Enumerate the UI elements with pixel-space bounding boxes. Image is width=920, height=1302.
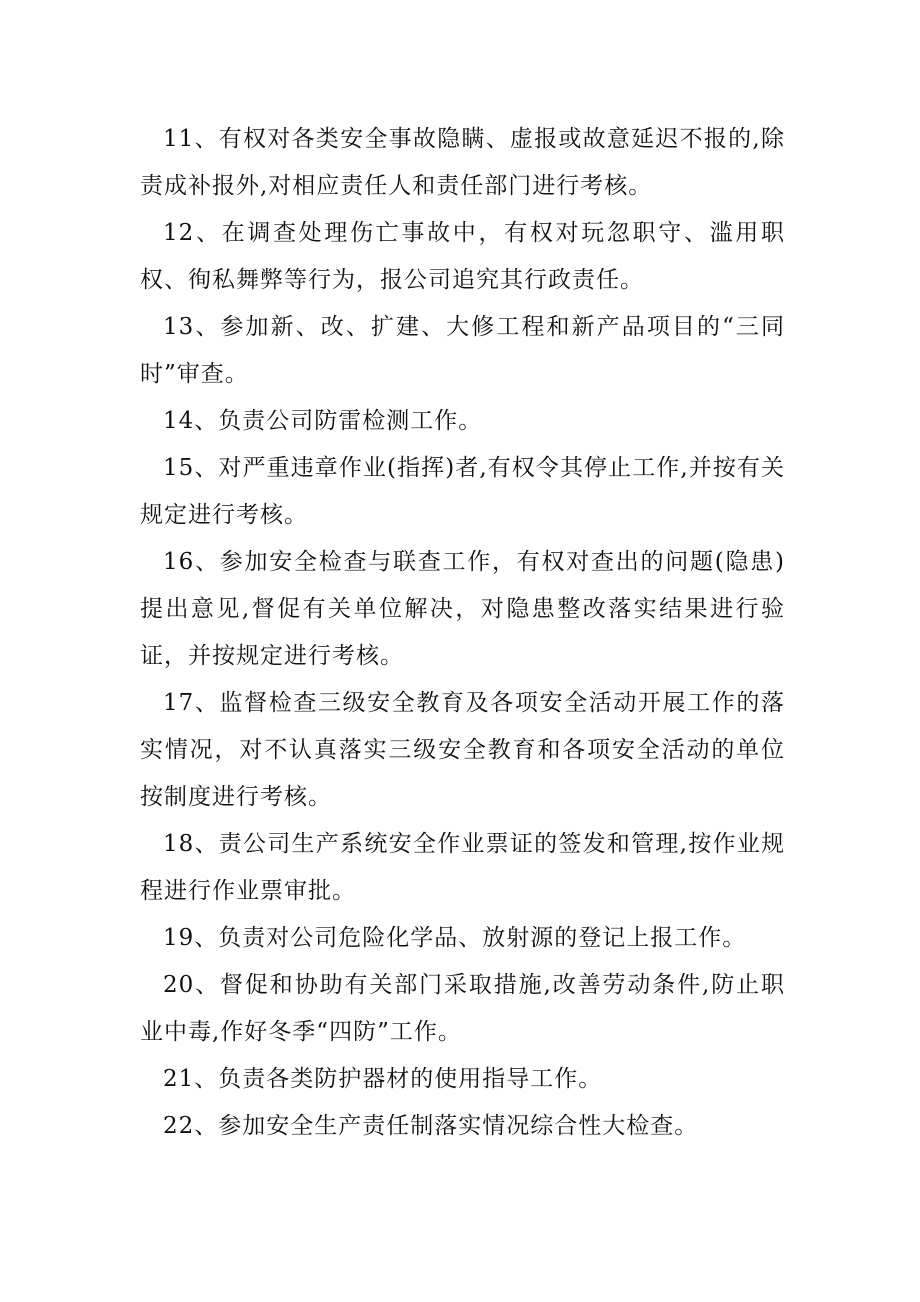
paragraph-17: 17、监督检查三级安全教育及各项安全活动开展工作的落实情况，对不认真落实三级安全教育和各项安全活动的单位按制度进行考核。 (140, 690, 785, 810)
document-body (140, 116, 785, 1150)
paragraph-21: 21、负责各类防护器材的使用指导工作。 (163, 1066, 603, 1092)
paragraph-19: 19、负责对公司危险化学品、放射源的登记上报工作。 (163, 925, 747, 951)
paragraph-14: 14、负责公司防雷检测工作。 (163, 408, 483, 434)
paragraph-18: 18、责公司生产系统安全作业票证的签发和管理,按作业规程进行作业票审批。 (140, 831, 785, 904)
paragraph-22: 22、参加安全生产责任制落实情况综合性大检查。 (163, 1113, 699, 1139)
paragraph-13: 13、参加新、改、扩建、大修工程和新产品项目的“三同时”审查。 (140, 314, 785, 387)
paragraph-11: 11、有权对各类安全事故隐瞒、虚报或故意延迟不报的,除责成补报外,对相应责任人和责任部门进行考核。 (140, 126, 785, 199)
paragraph-15: 15、对严重违章作业(指挥)者,有权令其停止工作,并按有关规定进行考核。 (140, 455, 785, 528)
paragraph-16: 16、参加安全检查与联查工作，有权对查出的问题(隐患)提出意见,督促有关单位解决，对隐患整改落实结果进行验证，并按规定进行考核。 (140, 549, 785, 669)
paragraph-12: 12、在调查处理伤亡事故中，有权对玩忽职守、滥用职权、徇私舞弊等行为，报公司追究其行政责任。 (140, 220, 785, 293)
paragraph-20: 20、督促和协助有关部门采取措施,改善劳动条件,防止职业中毒,作好冬季“四防”工作。 (140, 972, 785, 1045)
